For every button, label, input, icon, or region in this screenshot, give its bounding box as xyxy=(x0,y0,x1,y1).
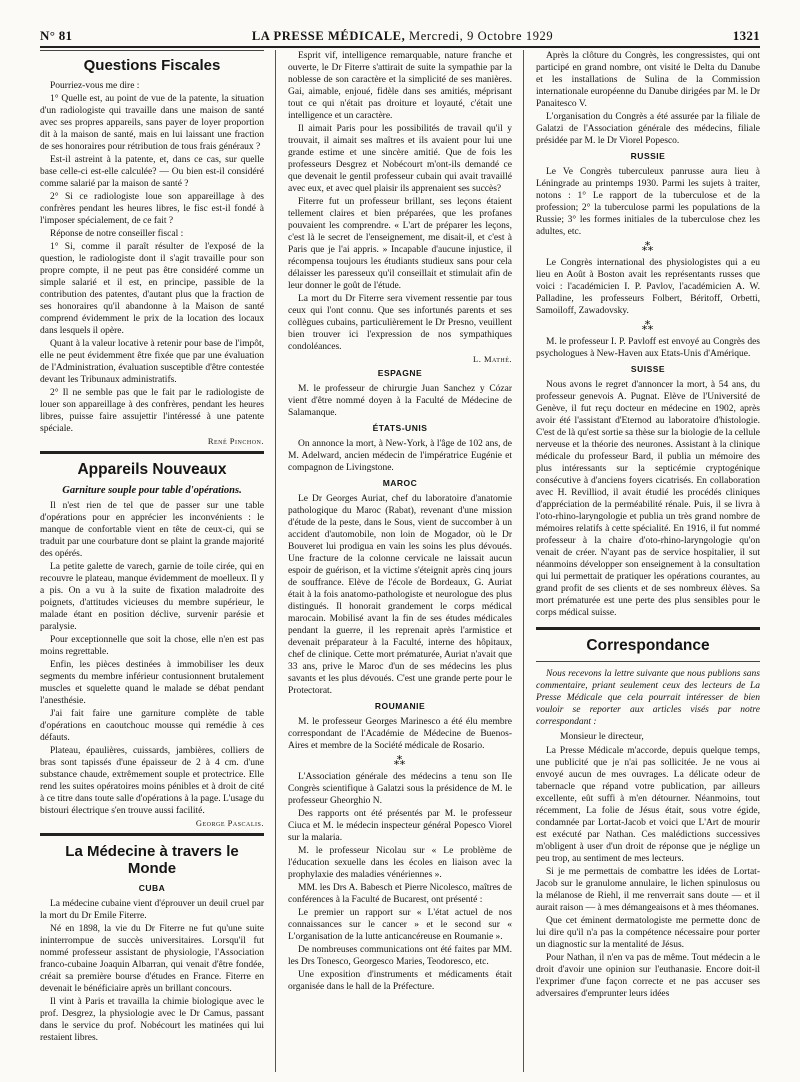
paragraph: Né en 1898, la vie du Dr Fiterre ne fut qu'une suite ininterrompue de succès universitaires. Lorsqu'il fut nommé professeur assistant de physiologie, l'Association franco-cubaine Joaquin Albarran, qui venait d'être fondée, créait sa première bourse d'études en France. Fiterre en devenait le bénéficiaire après un brillant concours. xyxy=(40,924,264,994)
paragraph: Pour Nathan, il n'en va pas de même. Tout médecin a le droit d'avoir une opinion sur l'euthanasie. Encore doit-il l'exprimer d'une façon correcte et ne pas accuser ses adversaires d'emprunter leurs idées xyxy=(536,953,760,999)
paragraph: Enfin, les pièces destinées à immobiliser les deux segments du membre inférieur contusionnent brutalement muscles et squelette quand le malade se débat pendant l'anesthésie. xyxy=(40,660,264,706)
paragraph: Il n'est rien de tel que de passer sur une table d'opérations pour en apprécier les inconvénients : le manque de confortable vient en tête de ceux-ci, qui se traduit par une courbature dont se plaint la grande majorité des opérés. xyxy=(40,501,264,559)
paragraph: La mort du Dr Fiterre sera vivement ressentie par tous ceux qui l'ont connu. Que ses infortunés parents et ses collègues cubains, particulièrement le Dr Presno, veuillent bien trouver ici l'expression de nos sympathiques condoléances. xyxy=(288,294,512,352)
section-rule xyxy=(536,627,760,630)
paragraph: MM. les Drs A. Babesch et Pierre Nicolesco, maîtres de conférences à la Faculté de Bucarest, ont présenté : xyxy=(288,883,512,905)
paragraph: 1° Si, comme il paraît résulter de l'exposé de la question, le radiologiste dont il s'agit travaille pour son propre compte, il ne peut pas être considéré comme un simple salarié et il est, en principe, passible de la contribution des patentes, d'autant plus que la fraction de ses honoraires qu'il abandonne à la Maison de santé comprend évidemment le prix de la location des locaux dans lesquels il opère. xyxy=(40,242,264,336)
cuba-body-cont xyxy=(288,50,512,353)
paragraph: La petite galette de varech, garnie de toile cirée, qui en recouvre le plateau, manque évidemment de moelleux. Il y a pis. On a vu à la suite de fixation maladroite des poignets, d'attitudes vicieuses du membre supérieur, le malade étant en position déclive, survenir parésie et paralysie. xyxy=(40,562,264,632)
paragraph: J'ai fait faire une garniture complète de table d'opérations en caoutchouc mousse qui remédie à ces défauts. xyxy=(40,709,264,743)
paragraph: De nombreuses communications ont été faites par MM. les Drs Tonesco, Georgesco Maries, Teodoresco, etc. xyxy=(288,945,512,967)
journal-name: LA PRESSE MÉDICALE, xyxy=(251,29,406,43)
journal-title-line xyxy=(252,29,553,44)
paragraph: Fiterre fut un professeur brillant, ses leçons étaient tellement claires et bien préparées, que les profanes pouvaient les comprendre. « L'art de préparer les leçons, c'est là le secret de l'enseignement, me disait-il, et c'est à Paris que je l'ai appris. » Incapable d'aucune injustice, il récompensa toujours les étudiants studieux sans pour cela délaisser les paresseux qu'il conseillait et stimulait afin de leur donner le goût de l'étude. xyxy=(288,197,512,291)
column-3 xyxy=(536,50,760,1072)
column-2 xyxy=(288,50,512,1072)
country-heading-russie: RUSSIE xyxy=(630,151,666,161)
editorial-intro: Nous recevons la lettre suivante que nous publions sans commentaire, priant seulement ceux des lecteurs de La Presse Médicale que cela pourrait intéresser de bien vouloir se reporter aux articles visés par notre correspondant : xyxy=(536,669,760,727)
country-heading-maroc: MAROC xyxy=(382,478,418,488)
country-heading-etats-unis: ÉTATS-UNIS xyxy=(372,423,428,433)
asterism-separator: ⁂ xyxy=(641,240,655,254)
paragraph: Pour exceptionnelle que soit la chose, elle n'en est pas moins regrettable. xyxy=(40,635,264,657)
paragraph: Si je me permettais de combattre les idées de Lortat-Jacob sur le granulome annulaire, le lichen spinulosus ou la mélanose de Riehl, il me renverrait sans doute — et il aurait raison — à mes démangeaisons et à mes théomanes. xyxy=(536,867,760,913)
paragraph: L'organisation du Congrès a été assurée par la filiale de Galatzi de l'Association générale des médecins, filiale présidée par M. le Dr Viorel Popesco. xyxy=(536,112,760,146)
paragraph: Le Congrès international des physiologistes qui a eu lieu en Août à Boston avait les représentants russes que voici : l'académicien I. P. Pavlov, l'académicien A. W. Palladine, les professeurs Folbert, Béritoff, Orbetti, Samoiloff, Zawadovsky. xyxy=(536,258,760,316)
paragraph: Réponse de notre conseiller fiscal : xyxy=(50,229,184,239)
paragraph: L'Association générale des médecins a tenu son IIe Congrès scientifique à Galatzi sous la présidence de M. le professeur Gheorghio N. xyxy=(288,772,512,806)
author-signature: René Pinchon. xyxy=(207,436,264,446)
paragraph: Pourriez-vous me dire : xyxy=(50,81,140,91)
country-heading-roumanie: ROUMANIE xyxy=(374,701,426,711)
cuba-body-start xyxy=(40,898,264,1044)
paragraph: Il vint à Paris et travailla la chimie biologique avec le prof. Desgrez, la physiologie avec le Dr Camus, passant dans le service du prof. Nobécourt les matinées qui lui restaient libres. xyxy=(40,997,264,1043)
paragraph: M. le professeur Nicolau sur « Le problème de l'éducation sexuelle dans les écoles en liaison avec la prophylaxie des maladies vénériennes ». xyxy=(288,846,512,880)
appareils-body xyxy=(40,500,264,817)
paragraph: Esprit vif, intelligence remarquable, nature franche et ouverte, le Dr Fiterre s'attirait de suite la sympathie par la noblesse de son caractère et la simplicité de ses manières. Gai, aimable, enjoué, fidèle dans ses amitiés, méprisant tout ce qui n'était pas droiture et loyauté, c'était une intelligence et un caractère. xyxy=(288,51,512,121)
article-subtitle: Garniture souple pour table d'opérations. xyxy=(62,485,242,496)
paragraph: Nous avons le regret d'annoncer la mort, à 54 ans, du professeur genevois A. Pugnat. Elève de l'Université de Genève, il fut reçu docteur en médecine en 1902, après avoir été l'assistant d'Eternod au laboratoire d'histologie. C'est de là qu'est sortie sa thèse sur la biologie de la cellule nerveuse et la théorie des neurones. Assistant à la clinique médicale du professeur Bard, il publia un mémoire des plus intéressants sur la septicémie cryptogénique consécutive à d'anciens foyers cicatrisés. En collaboration avec H. Revilliod, il avait étudié les procédés cliniques d'appréciation de la perméabilité rénale. Puis, il se livra à l'oto-rhino-laryngologie et publia un très grand nombre de mémoires relatifs à cette spécialité. En 1916, il fut nommé professeur à la chaire d'oto-rhino-laryngologie qu'on venait de créer. N'ayant pas de service hospitalier, il sut néanmoins développer son enseignement à la consultation qui lui permettait de pratiquer les opérations courantes, au grand profit de ses clients et de ses nombreux élèves. Sa mort prématurée est une perte des plus sensibles pour le corps médical suisse. xyxy=(536,380,760,618)
paragraph: Est-il astreint à la patente, et, dans ce cas, sur quelle base celle-ci est-elle calculée? — Ou bien est-il considéré comme salarié par la maison de santé ? xyxy=(40,155,264,189)
paragraph: 2° Si ce radiologiste loue son appareillage à des confrères pendant les heures libres, le fisc est-il fondé à l'imposer spécialement, de ce fait ? xyxy=(40,192,264,226)
paragraph: Le Dr Georges Auriat, chef du laboratoire d'anatomie pathologique du Maroc (Rabat), revenant d'une mission d'étude de la peste, dans le Sous, vient de succomber à un accident d'automobile, non loin de Mogador, où le Dr Bouveret lui prodigua en vain les soins les plus dévoués. Une fracture de la colonne cervicale ne laissait aucun espoir de guérison, et la victime s'éteignit après cinq jours de souffrance. Elève de l'école de Bordeaux, G. Auriat était à la fois anatomo-pathologiste et neurologue des plus distingués. Il honorait grandement le corps médical marocain. Mobilisé avant la fin de ses études médicales pendant la guerre, il les reprenait après l'armistice et devenait préparateur à la Faculté, interne des hôpitaux, chef de clinique. Cette mort prématurée, Auriat n'avait que 33 ans, prive le Maroc d'un de ses médecins les plus savants et les plus dévoués. C'est une grande perte pour le Protectorat. xyxy=(288,494,512,696)
column-divider xyxy=(275,50,276,1072)
asterism-separator: ⁂ xyxy=(393,754,407,768)
paragraph: Quant à la valeur locative à retenir pour base de l'impôt, elle ne peut évidemment être fixée que par une évaluation de l'Administration, évaluation susceptible d'être contestée devant les Tribunaux administratifs. xyxy=(40,339,264,385)
paragraph: Après la clôture du Congrès, les congressistes, qui ont participé en grand nombre, ont visité le Delta du Danube et les installations de Sulina de la Commission internationale européenne du Danube dirigées par M. le Dr Panaitesco V. xyxy=(536,51,760,109)
column-divider xyxy=(523,50,524,1072)
fiscales-body xyxy=(40,80,264,435)
author-signature: L. Mathé. xyxy=(473,354,512,364)
running-header xyxy=(40,28,760,44)
letter-salutation: Monsieur le directeur, xyxy=(560,732,644,742)
paragraph: On annonce la mort, à New-York, à l'âge de 102 ans, de M. Adelward, ancien médecin de l'impératrice Eugénie et compagnon de Livingstone. xyxy=(288,439,512,473)
section-rule xyxy=(40,833,264,836)
column-1 xyxy=(40,50,264,1072)
paragraph: M. le professeur Georges Marinesco a été élu membre correspondant de l'Académie de Médecine de Buenos-Aires et membre de la Société médicale de Rosario. xyxy=(288,717,512,751)
section-rule xyxy=(536,661,760,662)
asterism-separator: ⁂ xyxy=(641,319,655,333)
section-title-medecine-monde: La Médecine à travers le Monde xyxy=(65,843,239,877)
author-signature: George Pascalis. xyxy=(195,818,264,828)
paragraph: 1° Quelle est, au point de vue de la patente, la situation d'un radiologiste qui travaille dans une maison de santé avec ses propres appareils, sans payer de loyer proportion dit à la maison de santé, mais en lui laissant une fraction de ses honoraires pour rétribution de tous frais généraux ? xyxy=(40,94,264,152)
paragraph: Une exposition d'instruments et médicaments était organisée dans le hall de la Préfecture. xyxy=(288,970,512,992)
paragraph: M. le professeur de chirurgie Juan Sanchez y Cózar vient d'être nommé doyen à la Faculté de Médecine de Salamanque. xyxy=(288,384,512,418)
issue-number: N° 81 xyxy=(40,28,73,43)
country-heading-suisse: SUISSE xyxy=(630,364,666,374)
paragraph: La médecine cubaine vient d'éprouver un deuil cruel par la mort du Dr Emile Fiterre. xyxy=(40,899,264,921)
paragraph: Le Ve Congrès tuberculeux panrusse aura lieu à Léningrade au printemps 1930. Parmi les sujets à traiter, notons : 1° Le rapport de la tuberculose et de la profession; 2° la tuberculose parmi les populations de la Russie; 3° les formes initiales de la tuberculose chez les adultes, etc. xyxy=(536,167,760,237)
paragraph: Il aimait Paris pour les possibilités de travail qu'il y trouvait, il aimait ses maîtres et ils avaient pour lui une grande estime et une sincère amitié. Que de fois les professeurs Desgrez et Nobécourt m'ont-ils demandé ce que devenait le gentil professeur cubain qui avait travaillé avec eux, et avec quel plaisir ils apprenaient ses succès? xyxy=(288,124,512,194)
paragraph: M. le professeur I. P. Pavloff est envoyé au Congrès des psychologues à New-Haven aux Etats-Unis d'Amérique. xyxy=(536,337,760,359)
country-heading-espagne: ESPAGNE xyxy=(377,368,423,378)
paragraph: Le premier un rapport sur « L'état actuel de nos connaissances sur le cancer » et le second sur « L'organisation de la lutte anticancéreuse en Roumanie ». xyxy=(288,908,512,942)
paragraph: Des rapports ont été présentés par M. le professeur Ciuca et M. le médecin inspecteur général Popesco Viorel sur la malaria. xyxy=(288,809,512,843)
section-rule xyxy=(40,50,264,51)
paragraph: Que cet éminent dermatologiste me permette donc de lui dire qu'il n'a pas la compétence nécessaire pour porter un diagnostic sur la mentalité de Jésus. xyxy=(536,916,760,950)
page-number: 1321 xyxy=(732,28,760,43)
paragraph: 2° Il ne semble pas que le fait par le radiologiste de louer son appareillage à des confrères, pendant les heures libres, puisse faire assujettir l'intéressé à une patente spéciale. xyxy=(40,388,264,434)
country-heading-cuba: CUBA xyxy=(138,883,166,893)
paragraph: Plateau, épaulières, cuissards, jambières, colliers de bras sont tapissés d'une épaisseur de 2 à 4 cm. d'une substance chaude, extrêmement souple et protectrice. Elle rend les suites opératoires moins pénibles et à droit de cité à ce titre dans toute salle d'opérations à la page. L'usage du bistouri électrique s'en trouve aussi facilité. xyxy=(40,746,264,816)
paragraph: La Presse Médicale m'accorde, depuis quelque temps, une publicité que je n'ai pas sollicitée. Je ne vous ai envoyé aucun de mes ouvrages. La délicate odeur de tabernacle que répand votre publication, par ailleurs excellente, eût suffi à m'en détourner. Néanmoins, tout récemment, La folie de Jésus était, sous votre égide, condamnée par Lortat-Jacob et voici que L'Art de mourir est exécuté par Nathan. Ces malédictions successives m'obligent à user d'un droit de réponse que je néglige un peu trop, au sentiment de mes lecteurs. xyxy=(536,746,760,864)
header-rule xyxy=(40,46,760,48)
section-title-appareils-nouveaux: Appareils Nouveaux xyxy=(77,461,227,478)
issue-date: Mercredi, 9 Octobre 1929 xyxy=(409,29,554,43)
section-rule xyxy=(40,451,264,454)
section-title-questions-fiscales: Questions Fiscales xyxy=(83,57,221,74)
section-title-correspondance: Correspondance xyxy=(586,637,710,654)
